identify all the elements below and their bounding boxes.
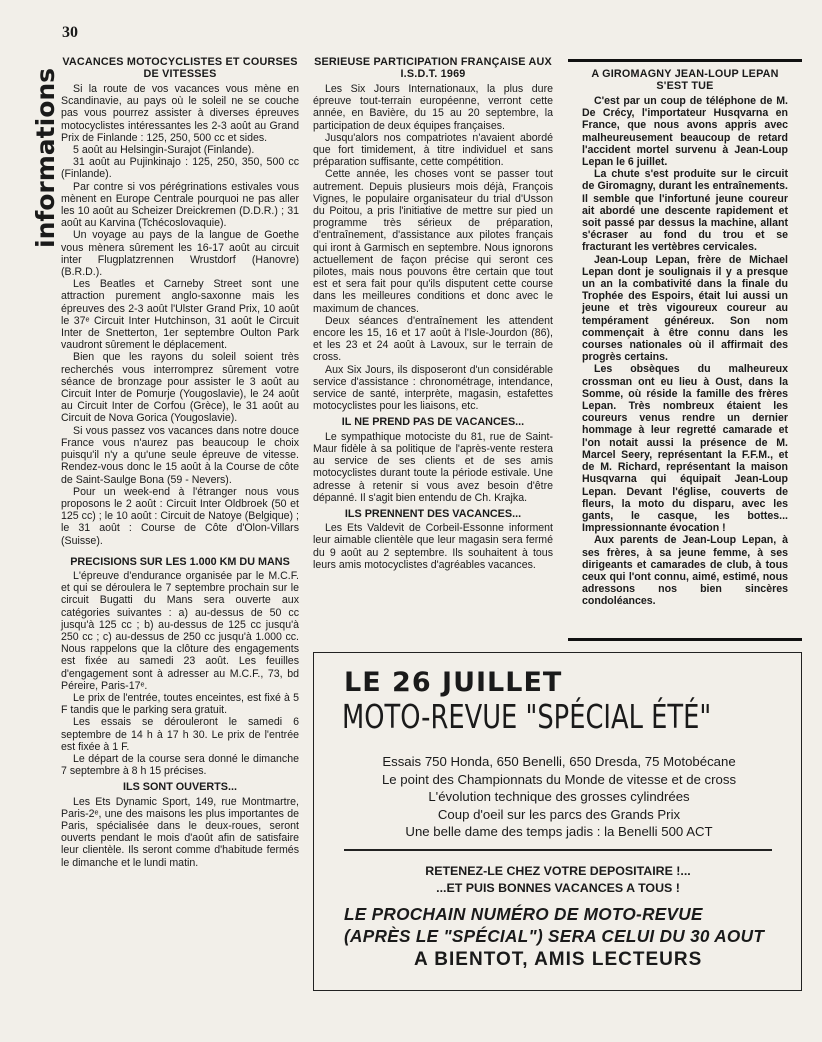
paragraph: Jusqu'alors nos compatriotes n'avaient abordé que fort timidement, à titre individuel et sans préparation suffisante, cette compétition. [313, 131, 553, 169]
ad-line: Coup d'oeil sur les parcs des Grands Prix [437, 806, 681, 822]
section-tag: informations [31, 67, 60, 248]
article-title: PRECISIONS SUR LES 1.000 KM DU MANS [70, 555, 290, 568]
paragraph: Le sympathique motociste du 81, rue de Saint-Maur fidèle à sa politique de l'après-vente restera au service de ses clients et de ses amis motocyclistes durant toute la période estivale. Une adresse à retenir si vous avez besoin d'être dépanné. Il s'agit bien entendu de Ch. Krajka. [313, 430, 553, 504]
paragraph: Si la route de vos vacances vous mène en Scandinavie, au pays où le soleil ne se couche pas vous pourrez assister à diverses épreuves motocyclistes intéressantes les 2-3 août au Grand Prix de Finlande : 125, 250, 500 cc et sides. [61, 83, 299, 144]
ad-divider [344, 849, 772, 851]
paragraph: Jean-Loup Lepan, frère de Michael Lepan dont je soulignais il y a presque un an la combativité dans la finale du Trophée des Espoirs, était lui aussi un jeune et très vigoureux coureur au tempérament généreux. Son nom commençait à être connu dans les courses nationales où il affirmait des progrès certains. [582, 253, 788, 364]
article-title: A GIROMAGNY JEAN-LOUP LEPAN S'EST TUE [591, 68, 779, 92]
column-rule [568, 638, 802, 641]
paragraph: 31 août au Pujinkinajo : 125, 250, 350, 500 cc (Finlande). [61, 156, 299, 181]
column-rule [568, 59, 802, 62]
ad-next-issue [344, 903, 774, 947]
paragraph: Cette année, les choses vont se passer tout autrement. Depuis plusieurs mois déjà, François Vignes, le populaire organisateur du trial d'Usson du Poitou, a pris l'initiative de mettre sur pied un programme très sérieux de préparation, d'entraînement, d'assistance aux pilotes français qui iront à Garmisch en septembre. Nous ignorons actuellement de façon précise qui seront ces pilotes, mais nous pouvons être certain que tout est et sera fait pour qu'ils disputent cette course dans les meilleures conditions et donc avec le maximum de chances. [313, 168, 553, 315]
article-title: IL NE PREND PAS DE VACANCES... [341, 416, 525, 429]
article-title: VACANCES MOTOCYCLISTES ET COURSES DE VITESSES [62, 56, 298, 80]
ad-next-line: (APRÈS LE "SPÉCIAL") SERA CELUI DU 30 AOUT [344, 926, 765, 946]
paragraph: La chute s'est produite sur le circuit de Giromagny, durant les entraînements. Il semble que l'infortuné jeune coureur ait abordé une descente rapidement et soit passé par dessus la machine, allant s'écraser au fond du trou et se fracturant les vertèbres cervicales. [582, 168, 788, 254]
ad-line: Essais 750 Honda, 650 Benelli, 650 Dresda, 75 Motobécane [382, 754, 736, 769]
advertisement-box [313, 652, 802, 991]
paragraph: Les Ets Valdevit de Corbeil-Essonne informent leur aimable clientèle que leur magasin sera fermé du 9 août au 2 septembre. Ils souhaitent à tous leurs amis motocyclistes d'agréables vacances. [313, 522, 553, 571]
paragraph: Les Beatles et Carneby Street sont une attraction purement anglo-saxonne mais les épreuves des 2-3 août l'Ulster Grand Prix, 10 août le 37ᵉ Circuit Inter Hutchinson, 31 août le Circuit Inter de Snetterton, 1er septembre Oulton Park vaudront sûrement le déplacement. [61, 278, 299, 352]
ad-line: Le point des Championnats du Monde de vitesse et de cross [381, 771, 737, 787]
page-number: 30 [62, 24, 78, 41]
ad-date: LE 26 JUILLET [344, 667, 563, 698]
paragraph: Les Ets Dynamic Sport, 149, rue Montmartre, Paris-2ᵉ, une des maisons les plus importantes de Paris, spécialisée dans le deux-roues, seront ouverts pendant le mois d'août afin de satisfaire leur clientèle. Ils seront comme d'habitude fermés le dimanche et le lundi matin. [61, 795, 299, 869]
paragraph: Deux séances d'entraînement les attendent encore les 15, 16 et 17 août à l'Isle-Jourdon (86), et les 23 et 24 août à Lavoux, sur le terrain de cross. [313, 314, 553, 364]
paragraph: Le départ de la course sera donné le dimanche 7 septembre à 8 h 15 précises. [61, 752, 299, 778]
ad-signoff: A BIENTOT, AMIS LECTEURS [414, 949, 703, 970]
ad-cta-line: ...ET PUIS BONNES VACANCES A TOUS ! [436, 881, 680, 895]
ad-contents [344, 753, 774, 841]
paragraph: Un voyage au pays de la langue de Goethe vous mènera sûrement les 16-17 août au circuit inter Flugplatzrennen Wrustdorf (Hanovre) (B.R.D.). [61, 229, 299, 279]
paragraph: Les Six Jours Internationaux, la plus dure épreuve tout-terrain européenne, verront cette année, en Bavière, du 15 au 20 septembre, la participation de deux équipes françaises. [313, 83, 553, 132]
ad-line: L'évolution technique des grosses cylindrées [428, 789, 690, 804]
article-title: SERIEUSE PARTICIPATION FRANÇAISE AUX I.S.D.T. 1969 [314, 56, 552, 80]
paragraph: Aux Six Jours, ils disposeront d'un considérable service d'assistance : chronométrage, intendance, service de santé, interprète, magasin, estafettes motocyclistes pour les liaisons, etc. [313, 363, 553, 413]
paragraph: C'est par un coup de téléphone de M. De Crécy, l'importateur Husqvarna en France, que nous avons appris avec malheureusement beaucoup de retard l'accident mortel survenu à Jean-Loup Lepan le 6 juillet. [582, 95, 788, 169]
paragraph: Les essais se dérouleront le samedi 6 septembre de 14 h à 17 h 30. Le prix de l'entrée est fixée à 1 F. [61, 716, 299, 753]
paragraph: Les obsèques du malheureux crossman ont eu lieu à Oust, dans la Somme, où réside la famille des frères Lepan. Très nombreux étaient les coureurs venus rendre un dernier hommage à leur regretté camarade et l'on notait aussi la présence de M. Marcel Seery, représentant la F.F.M., et de M. Richard, représentant la maison Husqvarna qui équipait Jean-Loup Lepan. Devant l'église, couverts de fleurs, la moto du disparu, avec les gants, le casque, les bottes... Impressionnante évocation ! [582, 363, 788, 535]
paragraph: Si vous passez vos vacances dans notre douce France vous n'aurez pas beaucoup le choix puisqu'il n'y a qu'une seule épreuve de vitesse. Rendez-vous donc le 15 août à la Course de côte de Saint-Saulge Bona (59 - Nevers). [61, 424, 299, 486]
paragraph: Bien que les rayons du soleil soient très recherchés vous interromprez sûrement votre séance de bronzage pour assister le 3 août au Circuit Inter de Pomurje (Yougoslavie), le 24 août au Circuit Inter de Corfou (Grèce), le 31 août au Circuit de Nova Gorica (Yougoslavie). [61, 351, 299, 425]
column-middle [313, 56, 553, 571]
ad-next-line: LE PROCHAIN NUMÉRO DE MOTO-REVUE [344, 904, 703, 924]
ad-title: MOTO-REVUE "SPÉCIAL ÉTÉ" [342, 697, 712, 736]
paragraph: Aux parents de Jean-Loup Lepan, à ses frères, à sa jeune femme, à ses dirigeants et camarades de club, à tous ceux qui l'ont connu, aimé, estimé, nous adressons nos bien sincères condoléances. [582, 534, 788, 608]
column-left [61, 56, 299, 869]
paragraph: 5 août au Helsingin-Surajot (Finlande). [73, 144, 255, 157]
ad-line: Une belle dame des temps jadis : la Benelli 500 ACT [405, 824, 713, 839]
paragraph: Pour un week-end à l'étranger nous vous proposons le 2 août : Circuit Inter Oldbroek (50 et 125 cc) ; le 10 août : Circuit de Natoye (Belgique) ; le 31 août : Course de Côte d'Olon-Villars (Suisse). [61, 485, 299, 547]
column-right [582, 68, 788, 608]
paragraph: Par contre si vos pérégrinations estivales vous mènent en Europe Centrale pourquoi ne pas aller les 10 août au Scheizer Dreickremen (D.D.R.) ; 31 août au Karvina (Tchécoslovaquie). [61, 180, 299, 230]
ad-cta-line: RETENEZ-LE CHEZ VOTRE DEPOSITAIRE !... [425, 864, 691, 878]
article-title: ILS PRENNENT DES VACANCES... [344, 507, 522, 520]
ad-call-to-action [344, 863, 772, 897]
paragraph: L'épreuve d'endurance organisée par le M.C.F. et qui se déroulera le 7 septembre prochain sur le circuit Bugatti du Mans sera ouverte aux catégories suivantes : a) au-dessus de 50 cc jusqu'à 125 cc ; b) au-dessus de 125 cc jusqu'à 250 cc ; c) au-dessus de 250 cc jusqu'à 1.000 cc. Nous rappelons que la clôture des engagements est fixée au samedi 23 août. Les feuilles d'engagement sont à adresser au M.C.F., 73, bd Péreire, Paris-17ᵉ. [61, 569, 299, 692]
article-title: ILS SONT OUVERTS... [123, 781, 237, 794]
paragraph: Le prix de l'entrée, toutes enceintes, est fixé à 5 F tandis que le parking sera gratuit. [61, 691, 299, 717]
